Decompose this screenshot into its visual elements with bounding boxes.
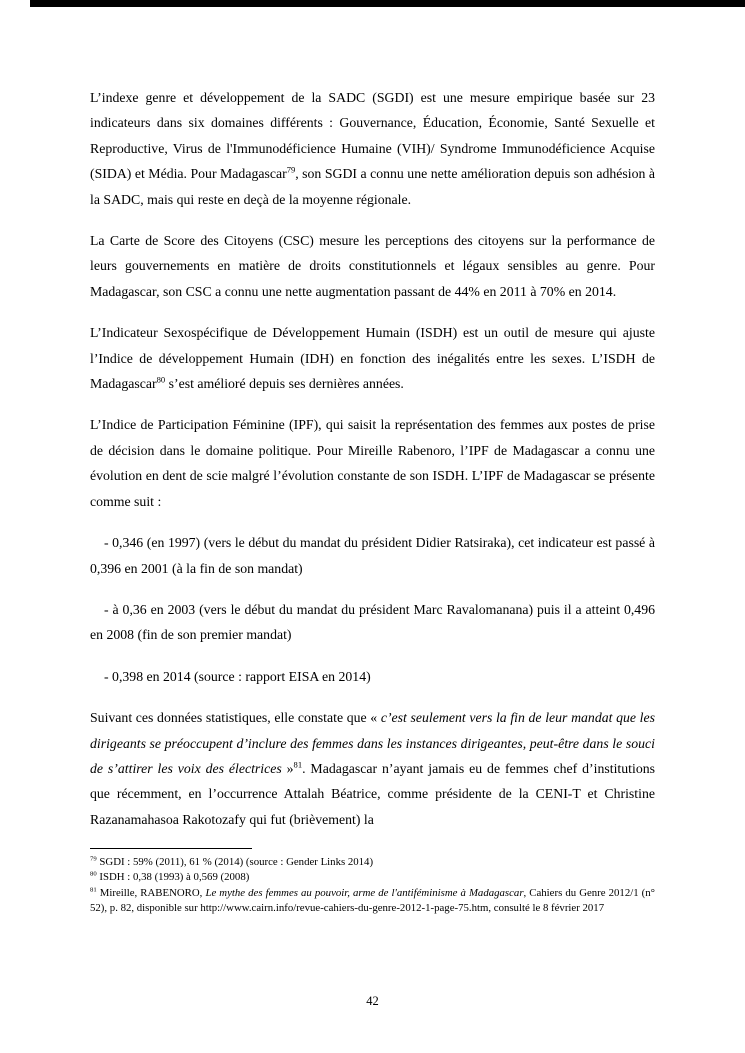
paragraph-sgdi: L’indexe genre et développement de la SADC (SGDI) est une mesure empirique basée sur 23 indicateurs dans six domaines différents : Gouvernance, Éducation, Économie, Santé Sexuelle et Reproductive, Virus de l'Immunodéficience Humaine (VIH)/ Syndrome Immunodéficience Acquise (SIDA) et Média. Pour Madagascar$^{79}$, son SGDI a connu une nette amélioration depuis son adhésion à la SADC, mais qui reste en deçà de la moyenne régionale. [90, 90, 656, 207]
scan-edge-artifact [30, 0, 745, 7]
list-item-ipf-2003: - à 0,36 en 2003 (vers le début du mandat du président Marc Ravalomanana) puis il a atteint 0,496 en 2008 (fin de son premier mandat) [90, 601, 655, 643]
footnote-81: $^{81}$ Mireille, RABENORO, Le mythe des femmes au pouvoir, arme de l'antiféminisme à Madagascar, Cahiers du Genre 2012/1 (n° 52), p. 82, disponible sur http://www.cairn.info/revue-cahiers-du-genre-2012-1-page-75.htm, consulté le 8 février 2017 [90, 885, 655, 914]
footnote-separator [90, 848, 252, 849]
footnote-80: $^{80}$ ISDH : 0,38 (1993) à 0,569 (2008) [90, 870, 250, 884]
footnote-79: $^{79}$ SGDI : 59% (2011), 61 % (2014) (source : Gender Links 2014) [90, 855, 374, 869]
paragraph-isdh: L’Indicateur Sexospécifique de Développement Humain (ISDH) est un outil de mesure qui ajuste l’Indice de développement Humain (IDH) en fonction des inégalités entre les sexes. L’ISDH de Madagascar$^{80}$ s’est amélioré depuis ses dernières années. [90, 325, 655, 392]
paragraph-conclusion: Suivant ces données statistiques, elle constate que « c’est seulement vers la fin de leur mandat que les dirigeants se préoccupent d’inclure des femmes dans les instances dirigeantes, peut-être dans le souci de s’attirer les voix des électrices »$^{81}$. Madagascar n’ayant jamais eu de femmes chef d’institutions que récemment, en l’occurrence Attalah Béatrice, comme présidente de la CENI-T et Christine Razanamahasoa Rakotozafy qui fut (brièvement) la [90, 710, 655, 827]
paragraph-ipf: L’Indice de Participation Féminine (IPF), qui saisit la représentation des femmes aux postes de prise de décision dans le domaine politique. Pour Mireille Rabenoro, l’IPF de Madagascar a connu une évolution en dent de scie malgré l’évolution constante de son ISDH. L’IPF de Madagascar se présente comme suit : [90, 417, 655, 509]
page-body [90, 85, 655, 916]
footnotes-section [90, 855, 655, 916]
paragraph-csc: La Carte de Score des Citoyens (CSC) mesure les perceptions des citoyens sur la performance de leurs gouvernements en matière de droits constitutionnels et légaux sensibles au genre. Pour Madagascar, son CSC a connu une nette augmentation passant de 44% en 2011 à 70% en 2014. [90, 233, 655, 299]
list-item-ipf-2014: - 0,398 en 2014 (source : rapport EISA en 2014) [104, 668, 371, 684]
list-item-ipf-1997: - 0,346 (en 1997) (vers le début du mandat du président Didier Ratsiraka), cet indicateur est passé à 0,396 en 2001 (à la fin de son mandat) [90, 535, 655, 576]
page-number: 42 [366, 994, 379, 1008]
